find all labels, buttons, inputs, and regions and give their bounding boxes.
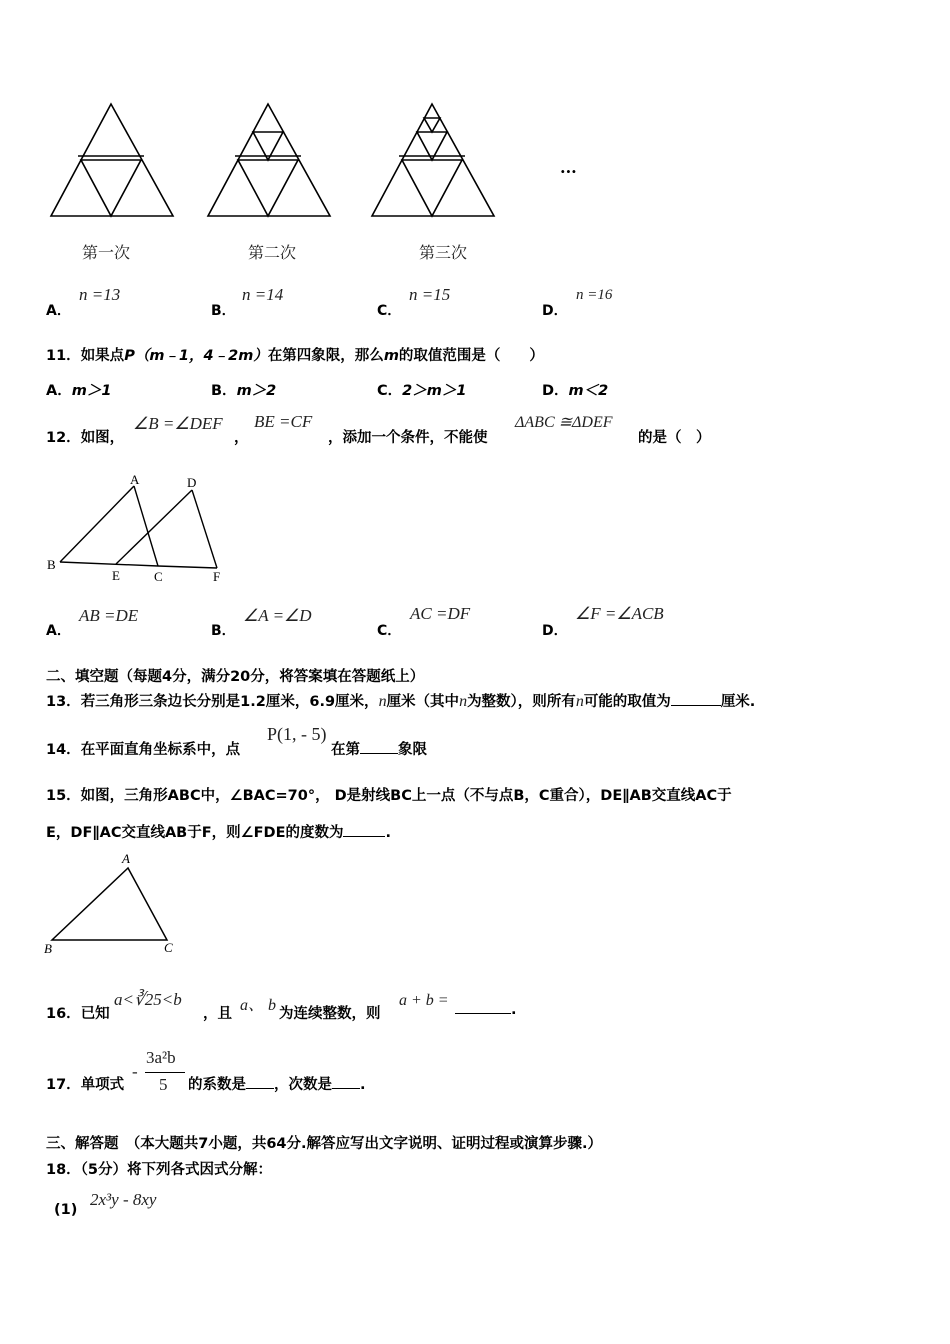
q12-number: 12．如图， xyxy=(46,430,125,446)
q12-option-d-label: D． xyxy=(542,623,568,639)
q12-label-e: E xyxy=(112,568,120,583)
q11-var: m xyxy=(383,348,399,364)
q16-vars: a、 b xyxy=(240,997,277,1014)
q11-point: P（m﹣1，4﹣2m） xyxy=(124,348,268,364)
q16-inequality: a<∛25<b xyxy=(114,990,182,1009)
q16-text-c: 为连续整数，则 xyxy=(279,1006,381,1022)
q16-text-a: 16．已知 xyxy=(46,1006,110,1022)
q10-option-a-label: A． xyxy=(46,303,71,319)
q16-text-b: ，且 xyxy=(203,1006,232,1022)
q15-line-2: E，DF∥AC交直线AB于F，则∠FDE的度数为 . xyxy=(46,825,391,841)
q13-answer-blank[interactable] xyxy=(671,705,721,706)
q10-option-c: n =15 xyxy=(409,285,451,304)
q12-option-b: ∠A =∠D xyxy=(243,606,312,625)
q12-option-c-label: C． xyxy=(377,623,402,639)
q11-option-b: B．m＞2 xyxy=(211,383,277,399)
section-2-title: 二、填空题（每题4分，满分20分，将答案填在答题纸上） xyxy=(46,669,425,685)
q16-answer-blank[interactable] xyxy=(455,1013,511,1014)
q12-text-b: ，添加一个条件，不能使 xyxy=(328,430,488,446)
q10-option-a: n =13 xyxy=(79,285,121,304)
q11-text-c: 的取值范围是（ ） xyxy=(398,348,544,364)
triangle-figure-1 xyxy=(48,100,178,220)
q12-text-c: 的是（ ） xyxy=(638,430,711,446)
q12-figure xyxy=(44,472,234,587)
q15-label-a: A xyxy=(122,851,130,866)
q10-option-b: n =14 xyxy=(242,285,284,304)
q18-title: 18．（5分）将下列各式因式分解： xyxy=(46,1162,273,1178)
q12-cond-congruent: ΔABC ≅ΔDEF xyxy=(515,414,613,431)
question-11 xyxy=(46,344,544,365)
q17-fraction-bar xyxy=(145,1072,185,1073)
triangle-figure-2 xyxy=(205,100,335,220)
section-3-title: 三、解答题 （本大题共7小题，共64分.解答应写出文字说明、证明过程或演算步骤.） xyxy=(46,1136,603,1152)
q11-option-a: A．m＞1 xyxy=(46,383,112,399)
ellipsis: ... xyxy=(560,158,577,177)
q17-minus: - xyxy=(132,1062,138,1081)
q11-number: 11． xyxy=(46,348,81,364)
q11-text-b: 在第四象限，那么 xyxy=(267,348,384,364)
q12-option-a-label: A． xyxy=(46,623,71,639)
q12-option-c: AC =DF xyxy=(410,604,471,623)
q12-option-b-label: B． xyxy=(211,623,236,639)
caption-second: 第二次 xyxy=(248,243,297,262)
q12-sep: ， xyxy=(234,430,249,446)
q11-option-d: D．m＜2 xyxy=(542,383,609,399)
caption-first: 第一次 xyxy=(82,243,131,262)
q14-answer-blank[interactable] xyxy=(360,753,398,754)
triangle-figure-3 xyxy=(369,100,499,220)
q17-denominator: 5 xyxy=(159,1075,168,1094)
q18-expression: 2x³y - 8xy xyxy=(90,1190,157,1209)
q12-label-c: C xyxy=(154,569,163,584)
q10-option-c-label: C． xyxy=(377,303,402,319)
q15-label-c: C xyxy=(164,940,173,955)
q16-expr: a + b = xyxy=(399,992,449,1009)
q12-option-a: AB =DE xyxy=(79,606,139,625)
q12-cond-segment: BE =CF xyxy=(254,412,313,431)
q11-option-c: C．2＞m＞1 xyxy=(377,383,467,399)
q16-tail: . xyxy=(455,1002,517,1018)
q12-label-b: B xyxy=(47,557,56,572)
q12-option-d: ∠F =∠ACB xyxy=(575,604,664,623)
q18-part-label: (1) xyxy=(54,1202,78,1218)
q11-text-a: 如果点 xyxy=(80,348,125,364)
q12-label-f: F xyxy=(213,569,221,584)
q14-tail: 在第 象限 xyxy=(331,742,427,758)
q15-answer-blank[interactable] xyxy=(343,836,385,837)
q10-option-d-label: D． xyxy=(542,303,568,319)
q17-tail: 的系数是 ，次数是 . xyxy=(188,1077,366,1093)
caption-third: 第三次 xyxy=(419,243,468,262)
q17-text-a: 17．单项式 xyxy=(46,1077,125,1093)
q15-label-b: B xyxy=(44,941,52,956)
q15-line-1: 15．如图，三角形ABC中，∠BAC=70°， D是射线BC上一点（不与点B，C重合），DE∥AB交直线AC于 xyxy=(46,788,732,804)
q12-label-a: A xyxy=(130,472,140,487)
q10-option-b-label: B． xyxy=(211,303,236,319)
q17-blank-coefficient[interactable] xyxy=(246,1088,274,1089)
question-13: 13．若三角形三条边长分别是1.2厘米，6.9厘米，n厘米（其中n为整数），则所有n可能的取值为 厘米. xyxy=(46,693,756,710)
q12-cond-angle: ∠B =∠DEF xyxy=(133,414,223,433)
q14-text: 14．在平面直角坐标系中，点 xyxy=(46,742,241,758)
q12-label-d: D xyxy=(187,475,197,490)
q10-option-d: n =16 xyxy=(576,287,613,303)
q14-point: P(1, - 5) xyxy=(267,724,327,744)
q17-blank-degree[interactable] xyxy=(332,1088,360,1089)
q17-numerator: 3a²b xyxy=(146,1048,176,1067)
q15-figure xyxy=(42,850,182,960)
